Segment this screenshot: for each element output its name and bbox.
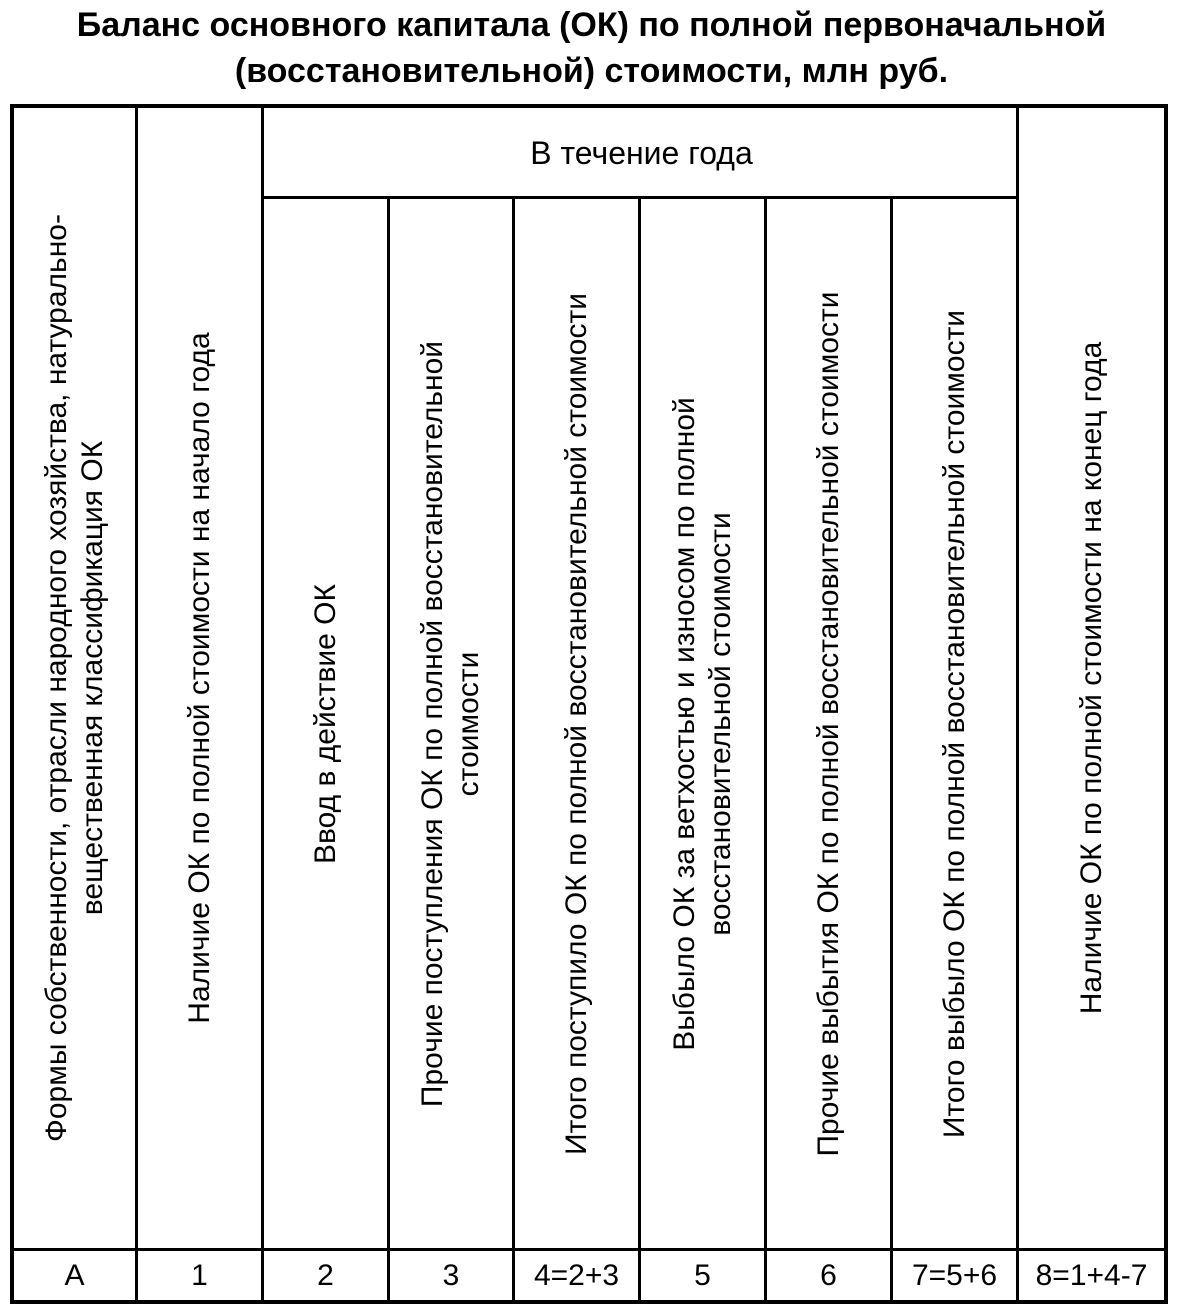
document-title [0,2,1183,94]
header-text-5: Выбыло ОК за ветхостью и износом по полной восстановительной стоимости [667,396,737,1051]
header-cell-5 [641,199,764,1248]
title-line-2: (восстановительной) стоимости, млн руб. [234,52,949,90]
column-number-6: 6 [820,1258,837,1292]
header-cell-4 [515,199,638,1248]
header-text-a: Формы собственности, отрасли народного хозяйства, натурально- вещественная классификация ОК [39,214,109,1142]
title-line-1: Баланс основного капитала (ОК) по полной первоначальной [76,6,1107,44]
column-number-1: 1 [191,1258,208,1292]
header-text-3: Прочие поступления ОК по полной восстановительной стоимости [416,340,485,1107]
header-text-6: Прочие выбытия ОК по полной восстановительной стоимости [811,290,845,1157]
header-cell-1 [138,108,261,1248]
column-number-8: 8=1+4-7 [1035,1258,1148,1292]
header-text-1: Наличие ОК по полной стоимости на начало года [182,332,216,1024]
capital-balance-table [10,104,1168,1304]
column-number-a: А [64,1258,85,1292]
header-text-4: Итого поступило ОК по полной восстановительной стоимости [559,292,593,1155]
column-number-5: 5 [694,1258,711,1292]
header-text-7: Итого выбыло ОК по полной восстановительной стоимости [937,309,971,1138]
header-cell-3 [390,199,512,1248]
column-number-4: 4=2+3 [533,1258,620,1292]
header-cell-8 [1019,108,1164,1248]
header-cell-7 [893,199,1016,1248]
group-header-during-year: В течение года [530,134,753,171]
column-number-2: 2 [317,1258,334,1292]
header-cell-a [14,108,135,1248]
header-cell-6 [767,199,890,1248]
header-text-2: Ввод в действие ОК [308,583,342,864]
column-number-7: 7=5+6 [911,1258,998,1292]
header-cell-2 [264,199,387,1248]
header-text-8: Наличие ОК по полной стоимости на конец года [1074,341,1108,1015]
column-number-3: 3 [442,1258,460,1292]
